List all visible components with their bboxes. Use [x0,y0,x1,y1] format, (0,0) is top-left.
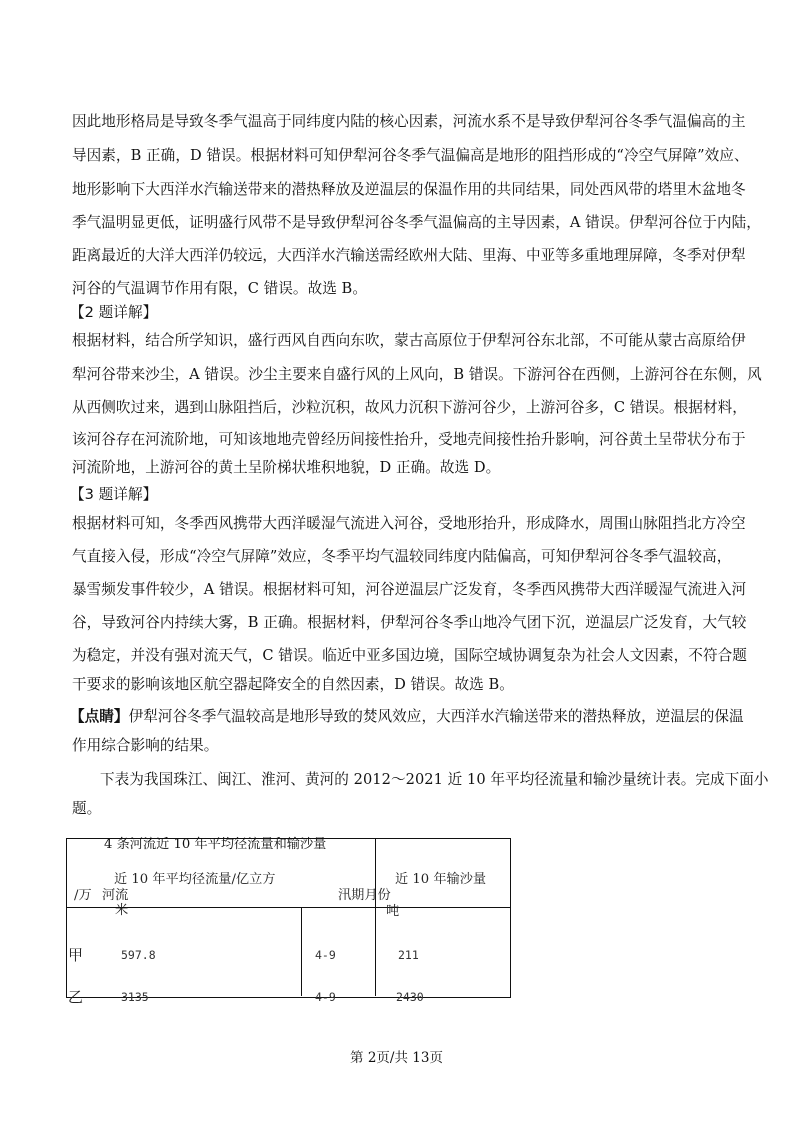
paragraph-line: 从西侧吹过来，遇到山脉阻挡后，沙粒沉积，故风力沉积下游河谷少，上游河谷多，C 错误。根据材料， [72,399,747,416]
paragraph-line: 为稳定，并没有强对流天气，C 错误。临近中亚多国边境，国际空域协调复杂为社会人文因素，不符合题 [72,647,747,664]
paragraph-line: 气直接入侵，形成“冷空气屏障”效应，冬季平均气温较同纬度内陆偏高，可知伊犁河谷冬季气温较高， [72,548,732,565]
remark-label: 【点睛】 [70,708,129,725]
section-heading-q3: 【3 题详解】 [70,486,158,503]
paragraph-line: 干要求的影响该地区航空器起降安全的自然因素，D 错误。故选 B。 [72,676,514,693]
paragraph-line: 根据材料，结合所学知识，盛行西风自西向东吹，蒙古高原位于伊犁河谷东北部，不可能从蒙古高原给伊 [72,332,746,349]
remark-text: 伊犁河谷冬季气温较高是地形导致的焚风效应，大西洋水汽输送带来的潜热释放，逆温层的保温 [128,708,744,725]
header-sediment-unit: 吨 [386,904,400,919]
paragraph-line: 河谷的气温调节作用有限，C 错误。故选 B。 [72,280,367,297]
intro-line: 题。 [72,800,102,817]
paragraph-line: 导因素，B 正确，D 错误。根据材料可知伊犁河谷冬季气温偏高是地形的阻挡形成的“冷空气屏障”效应、 [72,147,749,164]
cell-runoff: 3135 [121,990,149,1004]
table-border [66,838,511,998]
cell-sediment: 2430 [396,990,424,1004]
header-runoff: 近 10 年平均径流量/亿立方 [114,872,276,887]
paragraph-line: 该河谷存在河流阶地，可知该地地壳曾经历间接性抬升，受地壳间接性抬升影响，河谷黄土呈带状分布于 [72,431,746,448]
paragraph-line: 暴雪频发事件较少，A 错误。根据材料可知，河谷逆温层广泛发育，冬季西风携带大西洋暖湿气流进入河 [72,581,747,598]
paragraph-line: 地形影响下大西洋水汽输送带来的潜热释放及逆温层的保温作用的共同结果，同处西风带的塔里木盆地冬 [72,181,746,198]
paragraph-line: 河流阶地，上游河谷的黄土呈阶梯状堆积地貌，D 正确。故选 D。 [72,459,501,476]
header-unit: /万 [74,888,92,903]
section-heading-q2: 【2 题详解】 [70,304,158,321]
page-number: 第 2页/共 13页 [350,1050,443,1066]
table-caption: 4 条河流近 10 年平均径流量和输沙量 [104,837,327,852]
cell-runoff: 597.8 [121,948,156,962]
paragraph-line: 根据材料可知，冬季西风携带大西洋暖湿气流进入河谷，受地形抬升，形成降水，周围山脉阻挡北方冷空 [72,515,746,532]
intro-line: 下表为我国珠江、闽江、淮河、黄河的 2012～2021 近 10 年平均径流量和输沙量统计表。完成下面小 [100,771,769,788]
remark-line-2: 作用综合影响的结果。 [72,737,219,754]
cell-flood-months: 4-9 [315,948,336,962]
cell-flood-months: 4-9 [315,990,336,1004]
header-sediment: 近 10 年输沙量 [395,872,487,887]
header-river: 河流 [102,888,129,903]
cell-river: 乙 [68,988,84,1006]
paragraph-line: 因此地形格局是导致冬季气温高于同纬度内陆的核心因素，河流水系不是导致伊犁河谷冬季气温偏高的主 [72,113,746,130]
header-flood-months: 汛期月份 [338,888,391,903]
paragraph-line: 季气温明显更低，证明盛行风带不是导致伊犁河谷冬季气温偏高的主导因素，A 错误。伊犁河谷位于内陆， [72,214,761,231]
table-divider [301,907,302,996]
table-divider [66,907,511,908]
remark-line [70,707,744,727]
paragraph-line: 距离最近的大洋大西洋仍较远，大西洋水汽输送需经欧州大陆、里海、中亚等多重地理屏障，冬季对伊犁 [72,247,746,264]
paragraph-line: 犁河谷带来沙尘，A 错误。沙尘主要来自盛行风的上风向，B 错误。下游河谷在西侧，上游河谷在东侧，风 [72,366,762,383]
paragraph-line: 谷，导致河谷内持续大雾，B 正确。根据材料，伊犁河谷冬季山地冷气团下沉，逆温层广泛发育，大气较 [72,614,747,631]
header-runoff-unit: 米 [115,903,129,918]
table-divider [375,838,376,996]
cell-sediment: 211 [398,948,419,962]
cell-river: 甲 [68,946,84,964]
